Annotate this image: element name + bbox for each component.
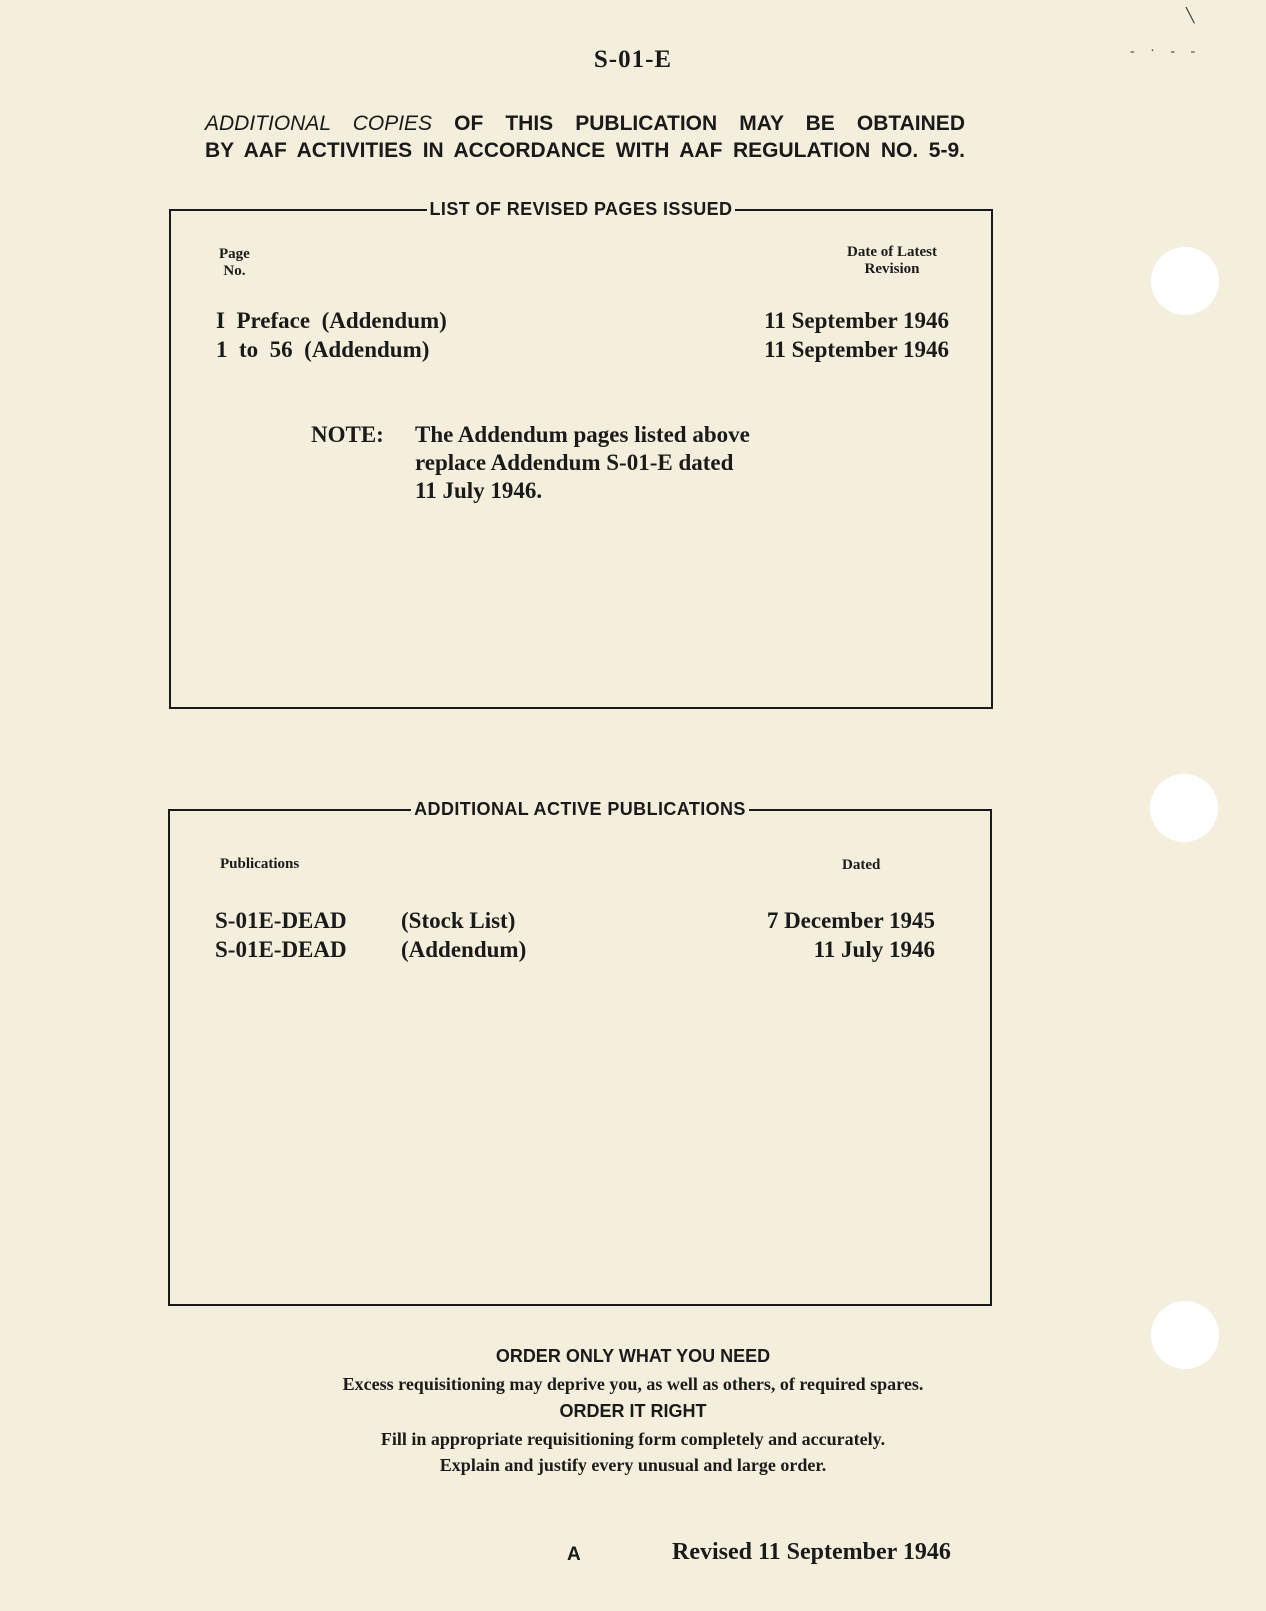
active-publications-box [168, 799, 992, 1306]
revised-date-row-2: 11 September 1946 [764, 337, 949, 362]
publication-row-1-id: S-01E-DEAD [215, 908, 347, 933]
publication-row-2-kind: (Addendum) [401, 937, 527, 962]
note-line-3: 11 July 1946. [415, 478, 543, 503]
note-line-2: replace Addendum S-01-E dated [415, 450, 734, 475]
order-right-text-1: Fill in appropriate requisitioning form completely and accurately. [380, 1429, 886, 1449]
dated-header: Dated [842, 857, 881, 873]
date-header-line1: Date of Latest [847, 244, 937, 260]
notice-line-2: BY AAF ACTIVITIES IN ACCORDANCE WITH AAF REGULATION NO. 5-9. [205, 139, 965, 162]
revised-pages-title: LIST OF REVISED PAGES ISSUED [427, 199, 736, 219]
revised-pages-box [169, 199, 993, 709]
publication-row-1-kind: (Stock List) [401, 908, 516, 933]
corner-mark: ╲ [1186, 9, 1195, 24]
publications-header: Publications [220, 856, 300, 872]
revised-date-row-1: 11 September 1946 [764, 308, 949, 333]
page-no-header-line1: Page [219, 246, 250, 262]
publication-row-1-date: 7 December 1945 [766, 908, 935, 933]
notice-line-1 [205, 110, 965, 137]
note-label: NOTE: [311, 422, 384, 447]
notice-line-1-rest: OF THIS PUBLICATION MAY BE OBTAINED [454, 112, 965, 135]
punch-hole-middle [1150, 774, 1218, 842]
note-line-1: The Addendum pages listed above [415, 422, 750, 447]
revised-page-row-2: 1 to 56 (Addendum) [216, 337, 430, 362]
publication-row-2-date: 11 July 1946 [813, 937, 935, 962]
order-only-text: Excess requisitioning may deprive you, as well as others, of required spares. [342, 1374, 924, 1394]
edge-marks: ‐ · ‐ ‐ [1130, 44, 1202, 59]
page-no-header-line2: No. [223, 263, 246, 279]
notice-italic: ADDITIONAL COPIES [205, 112, 433, 135]
punch-hole-top [1151, 247, 1219, 315]
revision-date-footer: Revised 11 September 1946 [672, 1539, 951, 1565]
order-only-heading: ORDER ONLY WHAT YOU NEED [495, 1346, 771, 1366]
date-latest-revision-header [827, 244, 957, 278]
page-no-header [219, 246, 250, 280]
note-text [415, 421, 750, 505]
additional-copies-notice [205, 110, 965, 164]
date-header-line2: Revision [864, 261, 920, 277]
page-letter: A [567, 1544, 581, 1565]
active-publications-title: ADDITIONAL ACTIVE PUBLICATIONS [411, 799, 749, 819]
ordering-guidance [0, 1342, 1266, 1478]
revised-page-row-1: I Preface (Addendum) [216, 308, 447, 333]
publication-row-2-id: S-01E-DEAD [215, 937, 347, 962]
order-right-text-2: Explain and justify every unusual and large order. [439, 1455, 827, 1475]
document-code: S-01-E [593, 46, 673, 73]
order-right-heading: ORDER IT RIGHT [559, 1401, 707, 1421]
